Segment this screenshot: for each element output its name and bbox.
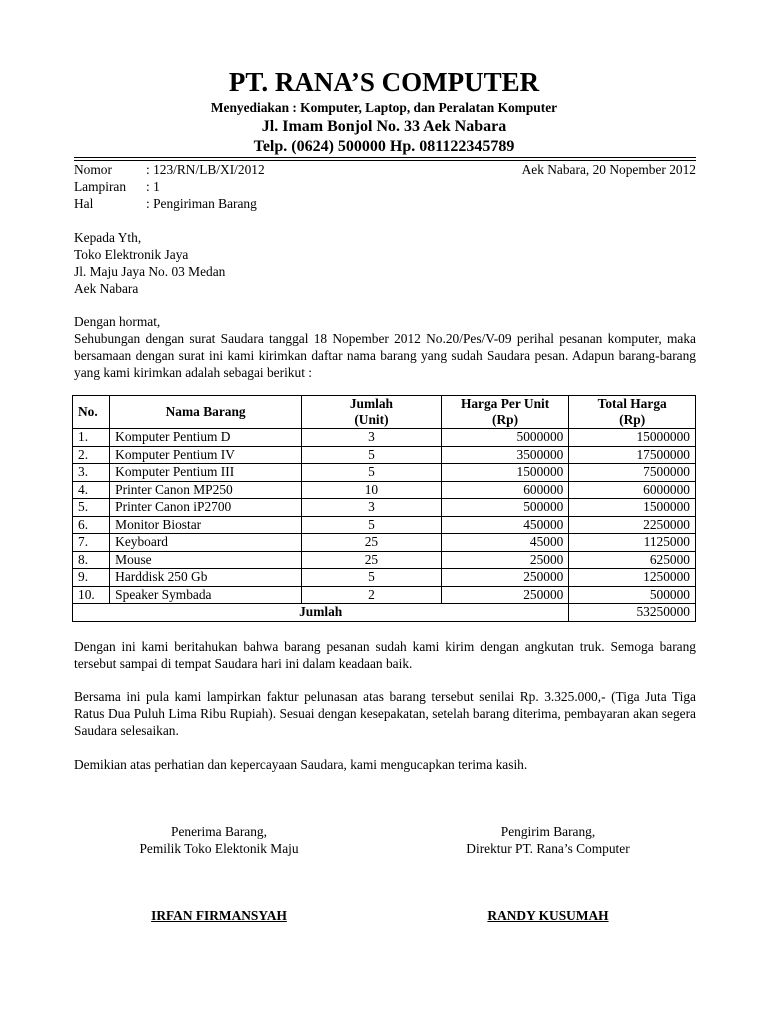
body-paragraph-3: Demikian atas perhatian dan kepercayaan Saudara, kami mengucapkan terima kasih. bbox=[74, 757, 528, 772]
company-phone: Telp. (0624) 500000 Hp. 081122345789 bbox=[253, 138, 515, 155]
table-row: 10. Speaker Symbada 2 250000 500000 bbox=[73, 586, 696, 604]
table-row: 2. Komputer Pentium IV 5 3500000 17500000 bbox=[73, 446, 696, 464]
meta-hal bbox=[74, 195, 696, 212]
total-value: 53250000 bbox=[569, 604, 696, 622]
sender-name: RANDY KUSUMAH bbox=[487, 908, 609, 923]
opening-salutation: Dengan hormat, bbox=[74, 314, 161, 329]
receiver-name: IRFAN FIRMANSYAH bbox=[151, 908, 287, 923]
letter-date: Aek Nabara, 20 Nopember 2012 bbox=[521, 162, 696, 177]
table-row: 3. Komputer Pentium III 5 1500000 7500000 bbox=[73, 464, 696, 482]
receiver-role: Penerima Barang, bbox=[171, 824, 267, 839]
meta-lampiran bbox=[74, 178, 696, 195]
table-row: 9. Harddisk 250 Gb 5 250000 1250000 bbox=[73, 569, 696, 587]
body-paragraph-1: Dengan ini kami beritahukan bahwa barang pesanan sudah kami kirim dengan angkutan truk. Semoga barang tersebut sampai di tempat Saudara hari ini dalam keadaan baik. bbox=[74, 639, 696, 671]
table-row: 1. Komputer Pentium D 3 5000000 15000000 bbox=[73, 429, 696, 447]
receiver-title: Pemilik Toko Elektonik Maju bbox=[139, 841, 299, 856]
hal-value: : Pengiriman Barang bbox=[146, 196, 257, 211]
col-total-header: Total Harga (Rp) bbox=[569, 396, 696, 429]
recipient-street: Jl. Maju Jaya No. 03 Medan bbox=[74, 264, 226, 279]
table-header-row bbox=[73, 396, 696, 429]
recipient-greeting: Kepada Yth, bbox=[74, 230, 142, 245]
col-qty-header: Jumlah (Unit) bbox=[302, 396, 442, 429]
col-name-header: Nama Barang bbox=[110, 396, 302, 429]
nomor-label: Nomor bbox=[74, 162, 112, 177]
table-row: 8. Mouse 25 25000 625000 bbox=[73, 551, 696, 569]
nomor-value: : 123/RN/LB/XI/2012 bbox=[146, 162, 265, 177]
sender-role: Pengirim Barang, bbox=[500, 824, 596, 839]
recipient-city: Aek Nabara bbox=[74, 281, 139, 296]
hal-label: Hal bbox=[74, 196, 94, 211]
meta-nomor bbox=[74, 161, 696, 178]
table-total-row bbox=[73, 604, 696, 622]
lampiran-value: : 1 bbox=[146, 179, 160, 194]
company-name: PT. RANA’S COMPUTER bbox=[228, 67, 540, 97]
sender-title: Direktur PT. Rana’s Computer bbox=[466, 841, 630, 856]
table-row: 7. Keyboard 25 45000 1125000 bbox=[73, 534, 696, 552]
total-label: Jumlah bbox=[73, 604, 569, 622]
table-row: 4. Printer Canon MP250 10 600000 6000000 bbox=[73, 481, 696, 499]
lampiran-label: Lampiran bbox=[74, 179, 127, 194]
body-paragraph-2: Bersama ini pula kami lampirkan faktur pelunasan atas barang tersebut senilai Rp. 3.325.000,- (Tiga Juta Tiga Ratus Dua Puluh Lima Ribu Rupiah). Sesuai dengan kesepakatan, setelah barang diterima, pembayaran akan segera Saudara selesaikan. bbox=[74, 689, 696, 738]
company-tagline: Menyediakan : Komputer, Laptop, dan Peralatan Komputer bbox=[210, 100, 558, 115]
table-row: 6. Monitor Biostar 5 450000 2250000 bbox=[73, 516, 696, 534]
letterhead-divider bbox=[74, 157, 696, 158]
col-price-header: Harga Per Unit (Rp) bbox=[441, 396, 569, 429]
table-row: 5. Printer Canon iP2700 3 500000 1500000 bbox=[73, 499, 696, 517]
intro-paragraph: Sehubungan dengan surat Saudara tanggal 18 Nopember 2012 No.20/Pes/V-09 perihal pesanan komputer, maka bersamaan dengan surat ini kami kirimkan daftar nama barang yang sudah Saudara pesan. Adapun barang-barang yang kami kirimkan adalah sebagai berikut : bbox=[74, 331, 696, 380]
col-no-header: No. bbox=[73, 396, 110, 429]
company-address: Jl. Imam Bonjol No. 33 Aek Nabara bbox=[261, 118, 507, 135]
goods-table bbox=[72, 395, 696, 622]
recipient-name: Toko Elektronik Jaya bbox=[74, 247, 189, 262]
